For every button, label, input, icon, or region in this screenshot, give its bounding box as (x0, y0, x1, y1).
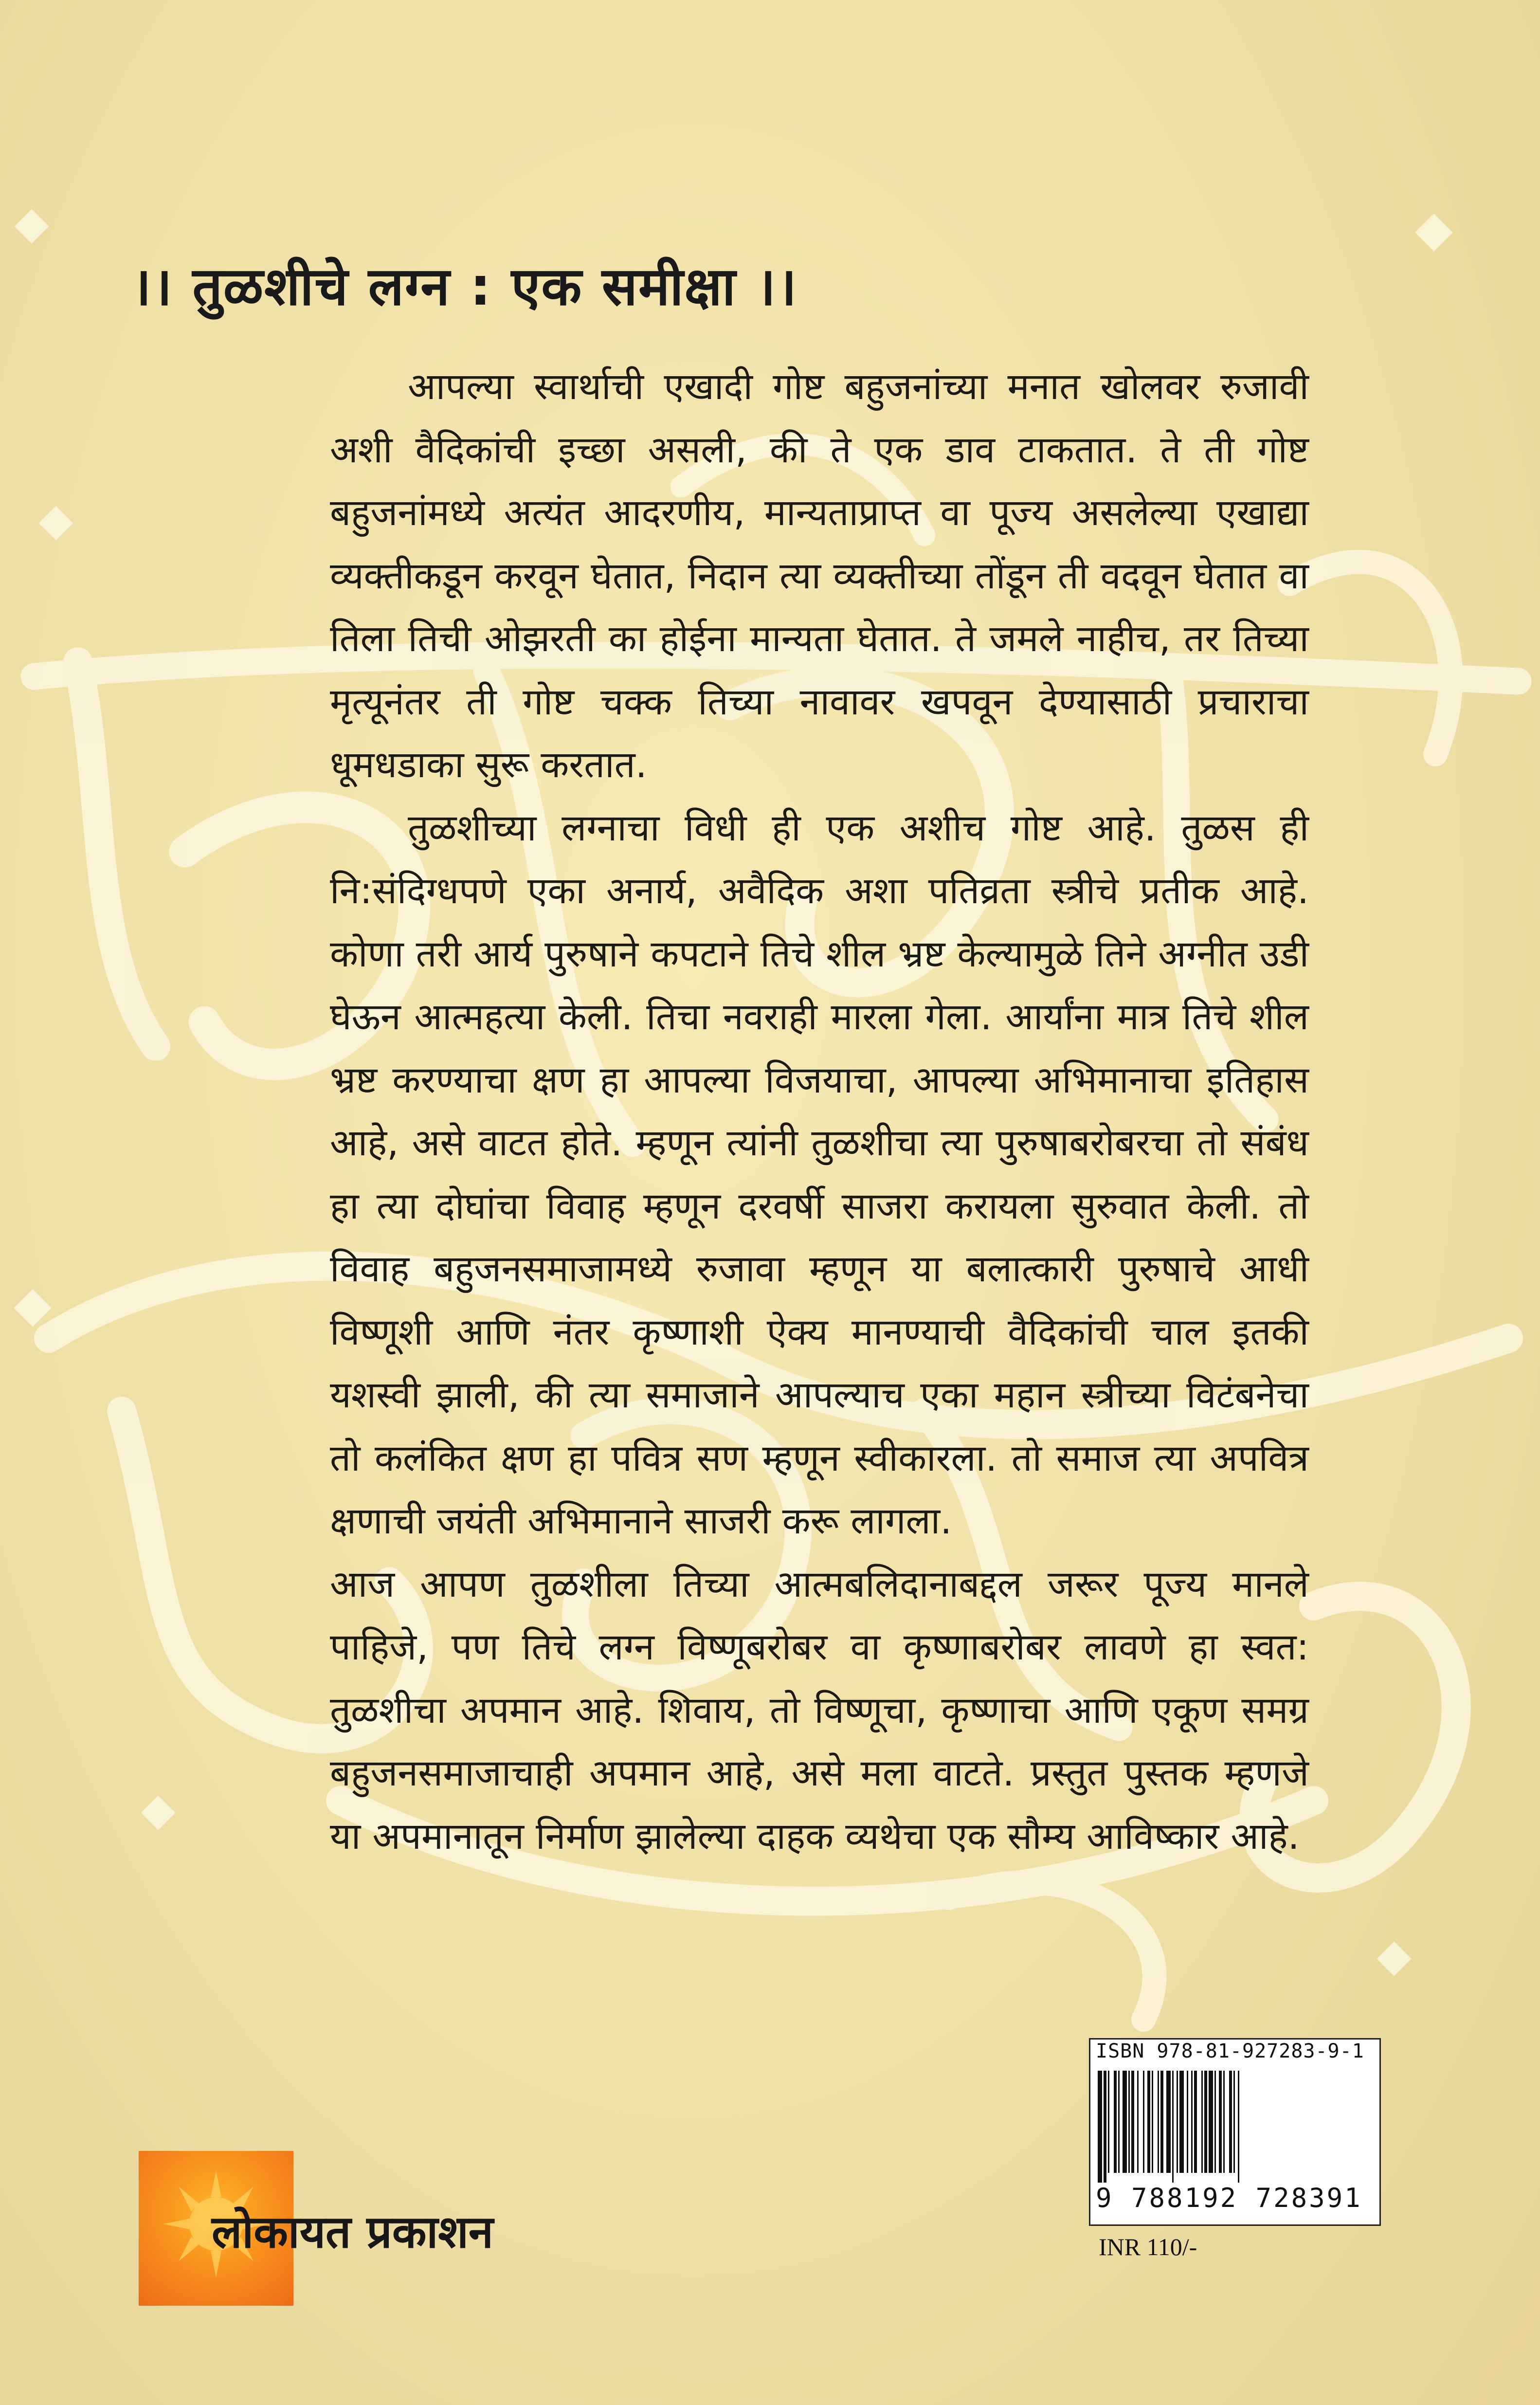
blurb-paragraph: तुळशीच्या लग्नाचा विधी ही एक अशीच गोष्ट आहे. तुळस ही नि:संदिग्धपणे एका अनार्य, अवैदिक अशा पतिव्रता स्त्रीचे प्रतीक आहे. कोणा तरी आर्य पुरुषाने कपटाने तिचे शील भ्रष्ट केल्यामुळे तिने अग्नीत उडी घेऊन आत्महत्या केली. तिचा नवराही मारला गेला. आर्यांना मात्र तिचे शील भ्रष्ट करण्याचा क्षण हा आपल्या विजयाचा, आपल्या अभिमानाचा इतिहास आहे, असे वाटत होते. म्हणून त्यांनी तुळशीचा त्या पुरुषाबरोबरचा तो संबंध हा त्या दोघांचा विवाह म्हणून दरवर्षी साजरा करायला सुरुवात केली. तो विवाह बहुजनसमाजामध्ये रुजावा म्हणून या बलात्कारी पुरुषाचे आधी विष्णूशी आणि नंतर कृष्णाशी ऐक्य मानण्याची वैदिकांची चाल इतकी यशस्वी झाली, की त्या समाजाने आपल्याच एका महान स्त्रीच्या विटंबनेचा तो कलंकित क्षण हा पवित्र सण म्हणून स्वीकारला. तो समाज त्या अपवित्र क्षणाची जयंती अभिमानाने साजरी करू लागला. (330, 806, 1309, 1542)
isbn-label: ISBN 978-81-927283-9-1 (1096, 2040, 1364, 2062)
publisher-name: लोकायत प्रकाशन (212, 2206, 493, 2258)
price-label: INR 110/- (1099, 2233, 1197, 2260)
blurb-paragraph: आज आपण तुळशीला तिच्या आत्मबलिदानाबद्दल जरूर पूज्य मानले पाहिजे, पण तिचे लग्न विष्णूबरोबर वा कृष्णाबरोबर लावणे हा स्वत: तुळशीचा अपमान आहे. शिवाय, तो विष्णूचा, कृष्णाचा आणि एकूण समग्र बहुजनसमाजाचाही अपमान आहे, असे मला वाटते. प्रस्तुत पुस्तक म्हणजे या अपमानातून निर्माण झालेल्या दाहक व्यथेचा एक सौम्य आविष्कार आहे. (330, 1562, 1309, 1858)
book-title: ।। तुळशीचे लग्न : एक समीक्षा ।। (131, 256, 798, 317)
blurb-paragraph: आपल्या स्वार्थाची एखादी गोष्ट बहुजनांच्या मनात खोलवर रुजावी अशी वैदिकांची इच्छा असली, की ते एक डाव टाकतात. ते ती गोष्ट बहुजनांमध्ये अत्यंत आदरणीय, मान्यताप्राप्त वा पूज्य असलेल्या एखाद्या व्यक्तीकडून करवून घेतात, निदान त्या व्यक्तीच्या तोंडून ती वदवून घेतात वा तिला तिची ओझरती का होईना मान्यता घेतात. ते जमले नाहीच, तर तिच्या मृत्यूनंतर ती गोष्ट चक्क तिच्या नावावर खपवून देण्यासाठी प्रचाराचा धूमधडाका सुरू करतात. (330, 365, 1309, 786)
barcode-icon (1096, 2071, 1370, 2183)
barcode-digits: 9 788192 728391 (1096, 2183, 1362, 2213)
back-cover-blurb (330, 355, 1309, 1868)
